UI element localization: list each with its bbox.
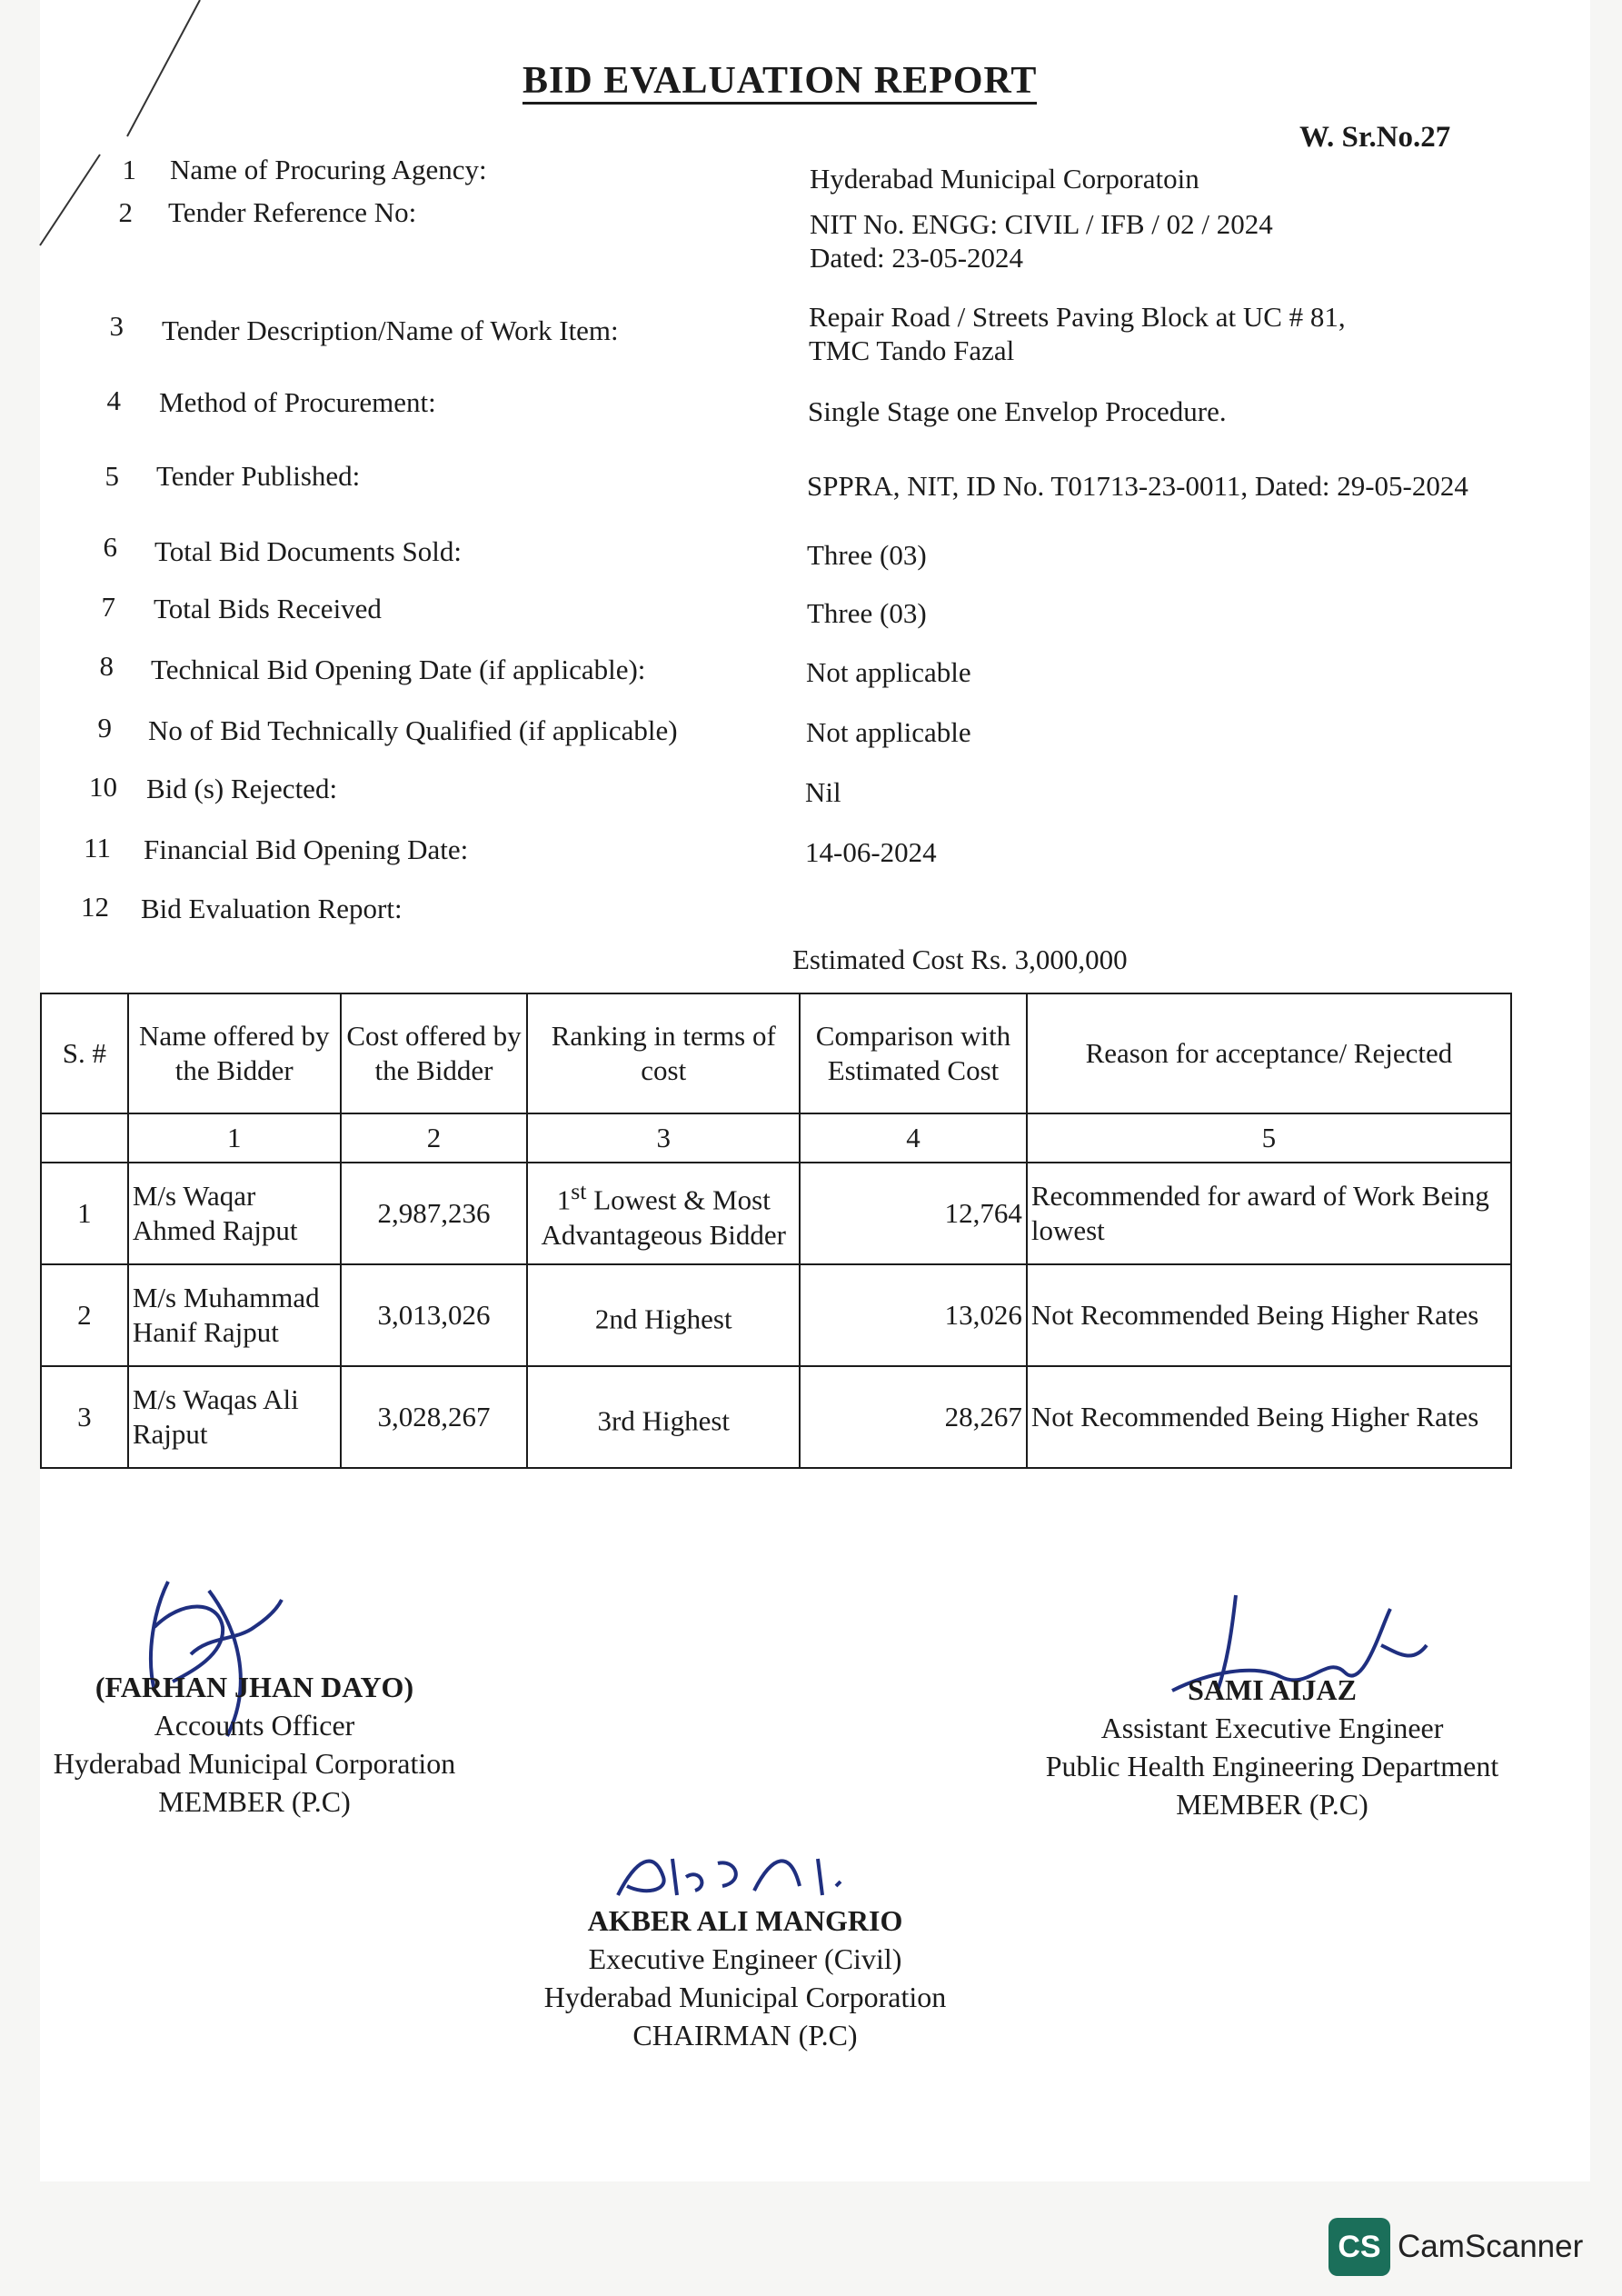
item-number: 11: [84, 832, 111, 863]
left-signatory-org: Hyderabad Municipal Corporation: [53, 1747, 456, 1780]
item-number: 6: [103, 531, 117, 563]
rank-superscript: st: [571, 1178, 587, 1205]
header-reason: Reason for acceptance/ Rejected: [1027, 993, 1511, 1113]
cell-comparison: 28,267: [800, 1366, 1027, 1468]
cell-bidder-name: M/s Waqar Ahmed Rajput: [128, 1163, 341, 1264]
header-bidder-name: Name offered by the Bidder: [128, 993, 341, 1113]
bid-evaluation-table: [40, 993, 1512, 1469]
item-value: Hyderabad Municipal Corporatoin: [810, 163, 1199, 195]
item-number: 3: [109, 310, 124, 342]
center-signatory-role: CHAIRMAN (P.C): [632, 2019, 858, 2051]
item-label: Bid (s) Rejected:: [146, 773, 338, 804]
camscanner-logo-icon: CS: [1328, 2218, 1390, 2276]
cell-sn: 1: [41, 1163, 128, 1264]
item-value: Nil: [805, 776, 841, 808]
cell-cost: 3,013,026: [341, 1264, 528, 1366]
column-number: 3: [527, 1113, 800, 1163]
item-number: 8: [99, 650, 114, 682]
center-signatory-org: Hyderabad Municipal Corporation: [543, 1981, 947, 2013]
item-number: 7: [101, 591, 115, 623]
left-signatory-role: MEMBER (P.C): [158, 1785, 351, 1818]
item-value: Not applicable: [806, 716, 971, 748]
column-number: 2: [341, 1113, 528, 1163]
item-value: Three (03): [807, 597, 927, 629]
item-value: SPPRA, NIT, ID No. T01713-23-0011, Dated: 29-05-2024: [807, 470, 1468, 502]
item-number: 12: [81, 891, 109, 923]
column-number: 4: [800, 1113, 1027, 1163]
item-value: Single Stage one Envelop Procedure.: [808, 395, 1227, 427]
cell-ranking: [527, 1366, 800, 1468]
cell-comparison: 13,026: [800, 1264, 1027, 1366]
item-label: Total Bid Documents Sold:: [154, 535, 462, 567]
item-label: Method of Procurement:: [159, 386, 436, 418]
item-label: Tender Published:: [156, 460, 361, 492]
cell-bidder-name: M/s Muhammad Hanif Rajput: [128, 1264, 341, 1366]
column-number-blank: [41, 1113, 128, 1163]
item-value: Repair Road / Streets Paving Block at UC # 81, TMC Tando Fazal: [809, 301, 1346, 366]
cell-sn: 2: [41, 1264, 128, 1366]
info-list: [0, 0, 1622, 945]
item-value: 14-06-2024: [805, 836, 937, 868]
table-row: [41, 1366, 1511, 1468]
right-signatory-name: SAMI AIJAZ: [1188, 1673, 1357, 1706]
item-number: 2: [118, 196, 133, 228]
item-label: No of Bid Technically Qualified (if applicable): [148, 714, 678, 746]
column-number: 5: [1027, 1113, 1511, 1163]
item-label: Tender Reference No:: [168, 196, 417, 228]
right-signatory-role: MEMBER (P.C): [1176, 1788, 1368, 1821]
right-signatory-org: Public Health Engineering Department: [1045, 1750, 1499, 1782]
cell-comparison: 12,764: [800, 1163, 1027, 1264]
item-number: 5: [104, 460, 119, 492]
cell-bidder-name: M/s Waqas Ali Rajput: [128, 1366, 341, 1468]
center-signatory-title: Executive Engineer (Civil): [588, 1942, 902, 1975]
header-cost-offered: Cost offered by the Bidder: [341, 993, 528, 1113]
item-number: 4: [106, 384, 121, 416]
header-ranking: Ranking in terms of cost: [527, 993, 800, 1113]
item-label: Bid Evaluation Report:: [141, 893, 403, 924]
left-signatory-title: Accounts Officer: [154, 1709, 355, 1742]
item-value: Three (03): [807, 539, 927, 571]
item-label: Total Bids Received: [154, 593, 382, 624]
item-label: Name of Procuring Agency:: [170, 154, 487, 185]
left-signatory: [18, 1668, 491, 1821]
camscanner-label: CamScanner: [1398, 2229, 1584, 2264]
right-signatory: [1009, 1671, 1536, 1823]
cell-cost: 3,028,267: [341, 1366, 528, 1468]
item-number: 9: [97, 712, 112, 744]
column-number: 1: [128, 1113, 341, 1163]
estimated-cost: Estimated Cost Rs. 3,000,000: [792, 943, 1128, 975]
item-label: Tender Description/Name of Work Item:: [162, 314, 619, 346]
rank-text: Lowest & Most Advantageous Bidder: [541, 1183, 786, 1251]
header-comparison: Comparison with Estimated Cost: [800, 993, 1027, 1113]
cell-reason: Not Recommended Being Higher Rates: [1027, 1264, 1511, 1366]
cell-ranking: [527, 1264, 800, 1366]
item-label: Technical Bid Opening Date (if applicable):: [151, 654, 646, 685]
cell-reason: Recommended for award of Work Being lowest: [1027, 1163, 1511, 1264]
table-column-number-row: [41, 1113, 1511, 1163]
rank-text: 2nd Highest: [594, 1303, 732, 1335]
center-signatory: [473, 1902, 1018, 2054]
cell-reason: Not Recommended Being Higher Rates: [1027, 1366, 1511, 1468]
serial-number: W. Sr.No.27: [1299, 121, 1451, 154]
table-header-row: [41, 993, 1511, 1113]
header-sn: S. #: [41, 993, 128, 1113]
rank-text: 3rd Highest: [597, 1404, 731, 1437]
item-value: NIT No. ENGG: CIVIL / IFB / 02 / 2024 Dated: 23-05-2024: [810, 208, 1273, 274]
report-title: BID EVALUATION REPORT: [522, 62, 1037, 105]
right-signatory-title: Assistant Executive Engineer: [1100, 1712, 1444, 1744]
item-number: 1: [122, 154, 136, 185]
item-value: Not applicable: [806, 656, 971, 688]
cell-cost: 2,987,236: [341, 1163, 528, 1264]
center-signatory-name: AKBER ALI MANGRIO: [587, 1904, 903, 1937]
table-row: [41, 1163, 1511, 1264]
item-label: Financial Bid Opening Date:: [144, 834, 469, 865]
table-row: [41, 1264, 1511, 1366]
left-signatory-name: (FARHAN JHAN DAYO): [95, 1671, 414, 1703]
rank-number: 1: [556, 1183, 572, 1216]
item-number: 10: [89, 771, 117, 803]
cell-sn: 3: [41, 1366, 128, 1468]
cell-ranking: [527, 1163, 800, 1264]
